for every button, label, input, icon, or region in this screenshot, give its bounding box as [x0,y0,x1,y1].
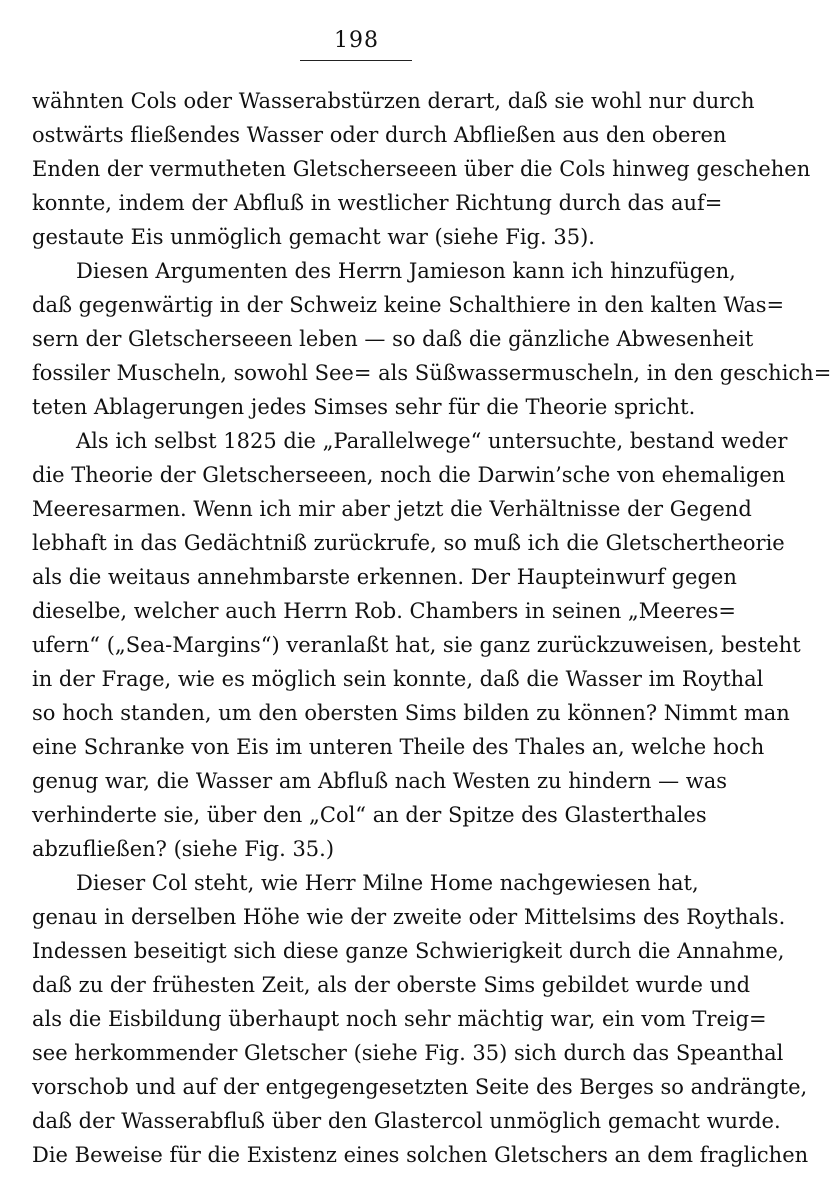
text-line: daß gegenwärtig in der Schweiz keine Schalthiere in den kalten Was= [32,293,785,317]
text-line: Diesen Argumenten des Herrn Jamieson kann ich hinzufügen, [76,259,736,283]
text-line: daß zu der frühesten Zeit, als der oberste Sims gebildet wurde und [32,973,751,997]
page-number: 198 [334,28,379,53]
text-line: eine Schranke von Eis im unteren Theile des Thales an, welche hoch [32,735,765,759]
text-line: ostwärts fließendes Wasser oder durch Abfließen aus den oberen [32,123,727,147]
text-line: verhinderte sie, über den „Col“ an der Spitze des Glasterthales [32,803,707,827]
text-line: genau in derselben Höhe wie der zweite oder Mittelsims des Roythals. [32,905,786,929]
text-line: ufern“ („Sea-Margins“) veranlaßt hat, sie ganz zurückzuweisen, besteht [32,633,801,657]
text-line: gestaute Eis unmöglich gemacht war (siehe Fig. 35). [32,225,595,249]
text-line: sern der Gletscherseeen leben — so daß die gänzliche Abwesenheit [32,327,754,351]
text-line: Enden der vermutheten Gletscherseeen über die Cols hinweg geschehen [32,157,811,181]
text-line: Als ich selbst 1825 die „Parallelwege“ untersuchte, bestand weder [76,429,788,453]
text-line: see herkommender Gletscher (siehe Fig. 35) sich durch das Speanthal [32,1041,784,1065]
text-line: lebhaft in das Gedächtniß zurückrufe, so muß ich die Gletschertheorie [32,531,785,555]
text-line: dieselbe, welcher auch Herrn Rob. Chambers in seinen „Meeres= [32,599,737,623]
text-line: als die weitaus annehmbarste erkennen. Der Haupteinwurf gegen [32,565,737,589]
text-line: abzufließen? (siehe Fig. 35.) [32,837,335,861]
text-line: Die Beweise für die Existenz eines solchen Gletschers an dem fraglichen [32,1143,809,1167]
text-line: in der Frage, wie es möglich sein konnte, daß die Wasser im Roythal [32,667,764,691]
header-rule [300,60,412,61]
text-line: teten Ablagerungen jedes Simses sehr für die Theorie spricht. [32,395,696,419]
text-line: so hoch standen, um den obersten Sims bilden zu können? Nimmt man [32,701,790,725]
text-line: fossiler Muscheln, sowohl See= als Süßwassermuscheln, in den geschich= [32,361,831,385]
text-line: Dieser Col steht, wie Herr Milne Home nachgewiesen hat, [76,871,699,895]
text-line: die Theorie der Gletscherseeen, noch die Darwin’sche von ehemaligen [32,463,786,487]
text-line: wähnten Cols oder Wasserabstürzen derart, daß sie wohl nur durch [32,89,755,113]
text-line: als die Eisbildung überhaupt noch sehr mächtig war, ein vom Treig= [32,1007,767,1031]
text-line: genug war, die Wasser am Abfluß nach Westen zu hindern — was [32,769,728,793]
text-line: daß der Wasserabfluß über den Glastercol unmöglich gemacht wurde. [32,1109,781,1133]
text-line: Indessen beseitigt sich diese ganze Schwierigkeit durch die Annahme, [32,939,785,963]
text-line: vorschob und auf der entgegengesetzten Seite des Berges so andrängte, [32,1075,808,1099]
text-line: konnte, indem der Abfluß in westlicher Richtung durch das auf= [32,191,723,215]
text-line: Meeresarmen. Wenn ich mir aber jetzt die Verhältnisse der Gegend [32,497,752,521]
